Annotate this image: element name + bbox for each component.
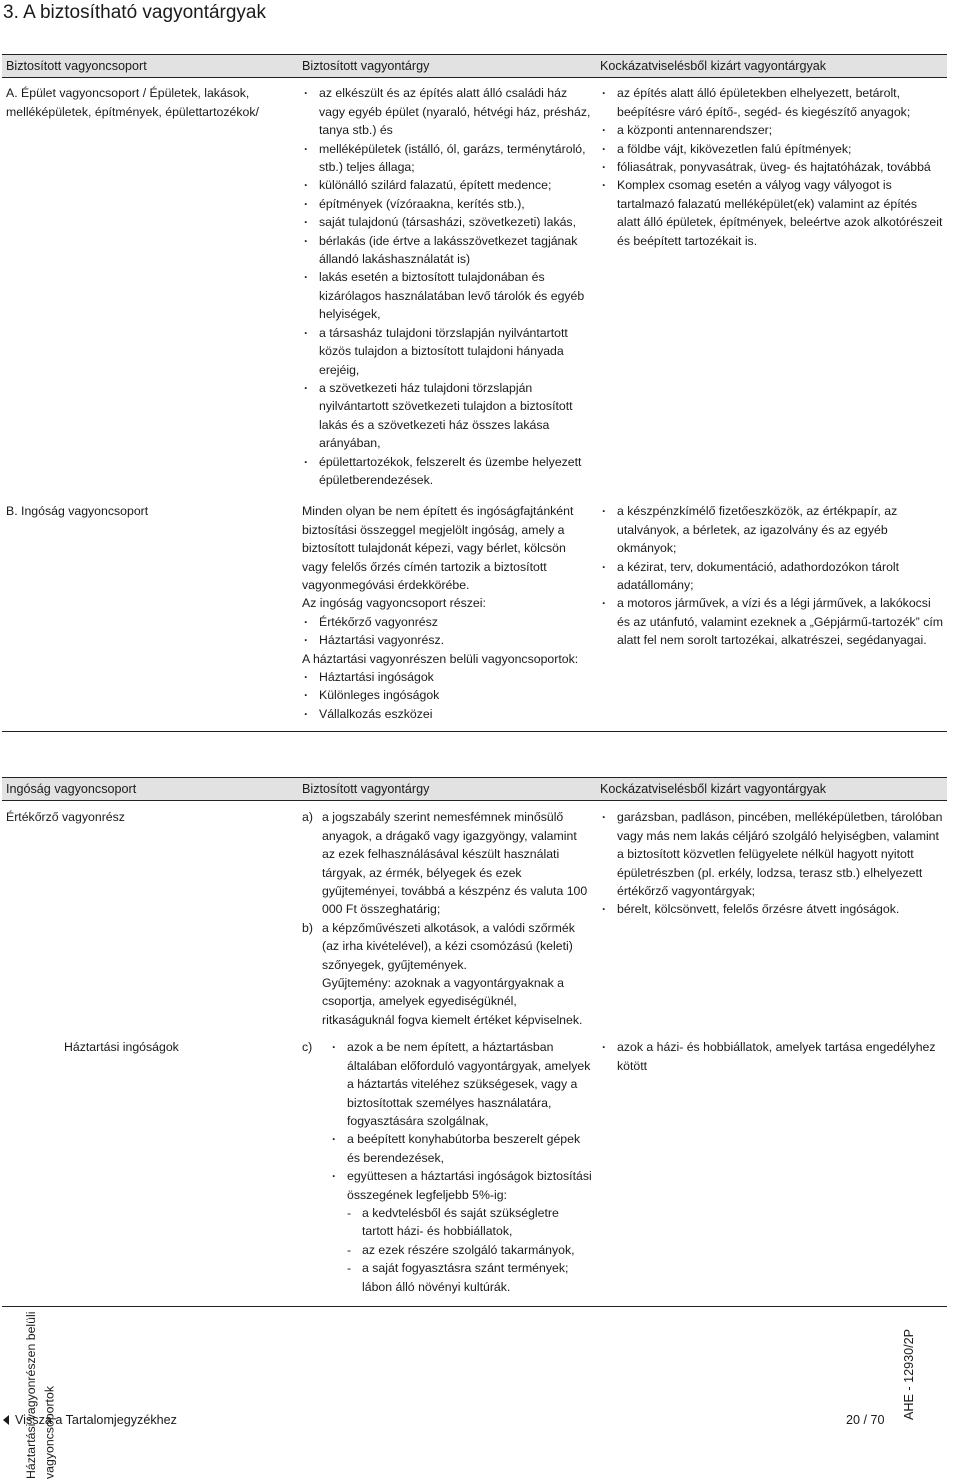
list-item: · a társasház tulajdoni törzslapján nyilvántartott közös tulajdon a biztosított tulajdoni hányada erejéig,: [302, 324, 592, 379]
page-number: 20 / 70: [846, 1413, 885, 1427]
group-valuables: Értékőrző vagyonrész: [6, 810, 125, 825]
item-b-text: a képzőművészeti alkotások, a valódi szőrmék (az irha kivételével), a kézi csomózású (keleti) szőnyegek, gyűjtemények.: [322, 920, 575, 972]
movables-intro: Minden olyan be nem épített és ingóságfajtánként biztosítási összeggel megjelölt ingóság, amely a biztosított tulajdonát képezi, vagy bérlet, kölcsön vagy felelős őrzés címén tartozik a biztosított vagyonmegóvási érdekkörébe.: [302, 504, 574, 592]
list-item: · különálló szilárd falazatú, épített medence;: [302, 176, 592, 194]
building-items-list: [302, 84, 592, 489]
back-to-toc-link[interactable]: [3, 1413, 177, 1427]
list-item: · azok a be nem épített, a háztartásban általában előforduló vagyontárgyak, amelyek a háztartás viteléhez szükségesek, vagy a biztosítottak személyes használatára, fogyasztására szolgálnak,: [330, 1038, 592, 1130]
building-excluded-list: [600, 84, 943, 250]
table-row-household: [2, 1037, 947, 1306]
list-item: · a készpénzkímélő fizetőeszközök, az értékpapír, az utalványok, a bérletek, az igazolvány és az egyéb okmányok;: [600, 502, 943, 557]
collection-term: Gyűjtemény:: [322, 976, 392, 991]
item-c-label: c): [302, 1040, 313, 1055]
asset-table: [2, 54, 947, 732]
list-item: - a saját fogyasztásra szánt termények; lábon álló növényi kultúrák.: [347, 1259, 592, 1296]
table-row-building: [2, 78, 947, 497]
list-item: · Komplex csomag esetén a vályog vagy vályogot is tartalmazó falazatú melléképület(ek) valamint az építés alatt álló épületek, építmények, beleértve azok alkotórészeit és beépített tartozékait is.: [600, 176, 943, 250]
item-a-label: a): [302, 810, 313, 825]
list-item: · együttesen a háztartási ingóságok biztosítási összegének legfeljebb 5%-ig:: [330, 1167, 592, 1204]
parts-list: [302, 613, 592, 650]
list-item: · lakás esetén a biztosított tulajdonában és kizárólagos használatában levő tárolók és egyéb helyiségek,: [302, 268, 592, 323]
table-row-movables: [2, 497, 947, 731]
list-item: · azok a házi- és hobbiállatok, amelyek tartása engedélyhez kötött: [600, 1038, 943, 1075]
list-item: - a kedvtelésből és saját szükségletre tartott házi- és hobbiállatok,: [347, 1204, 592, 1241]
document-id: AHE - 12930/2P: [902, 1328, 916, 1420]
list-item: · Értékőrző vagyonrész: [302, 613, 592, 631]
list-item: · építmények (vízóraakna, kerítés stb.),: [302, 195, 592, 213]
item-b: [302, 919, 592, 1029]
parts-heading: Az ingóság vagyoncsoport részei:: [302, 596, 486, 611]
column-header-group: Ingóság vagyoncsoport: [2, 778, 298, 801]
list-item: · bérlakás (ide értve a lakásszövetkezet tagjának állandó lakáshasználatát is): [302, 232, 592, 269]
list-item: · a szövetkezeti ház tulajdoni törzslapján nyilvántartott szövetkezeti tulajdon a biztosított lakás és a szövetkezeti ház összes lakása arányában,: [302, 379, 592, 453]
list-item: · garázsban, padláson, pincében, melléképületben, tárolóban vagy más nem lakás céljáró szolgáló helyiségben, valamint a biztosított közvetlen felügyelete nélkül hagyott nyitott épületrészben (pl. erkély, lodzsa, terasz stb.) elhelyezett értékőrző vagyontárgyak;: [600, 808, 943, 900]
list-item: · Különleges ingóságok: [302, 686, 592, 704]
sub-heading: A háztartási vagyonrészen belüli vagyoncsoportok:: [302, 651, 579, 666]
group-movables: B. Ingóság vagyoncsoport: [2, 497, 298, 731]
table-header-row: [2, 778, 947, 801]
item-a: [302, 808, 592, 918]
column-header-item: Biztosított vagyontárgy: [298, 55, 596, 78]
column-header-group: Biztosított vagyoncsoport: [2, 55, 298, 78]
list-item: · a központi antennarendszer;: [600, 121, 943, 139]
list-item: · Vállalkozás eszközei: [302, 705, 592, 723]
back-to-toc-label: Vissza a Tartalomjegyzékhez: [15, 1413, 177, 1427]
arrow-left-icon: [3, 1415, 9, 1425]
list-item: · bérelt, kölcsönvett, felelős őrzésre átvett ingóságok.: [600, 900, 943, 918]
table-row-valuables: [2, 801, 947, 1037]
page-title: 3. A biztosítható vagyontárgyak: [3, 2, 267, 23]
household-items-list: [330, 1038, 592, 1204]
list-item: · a beépített konyhabútorba beszerelt gépek és berendezések,: [330, 1130, 592, 1167]
household-dash-list: [330, 1204, 592, 1296]
group-building: A. Épület vagyoncsoport / Épületek, lakások, melléképületek, építmények, épülettartozékok/: [6, 86, 259, 119]
movables-excluded-list: [600, 502, 943, 649]
sub-parts-list: [302, 668, 592, 723]
list-item: · saját tulajdonú (társasházi, szövetkezeti) lakás,: [302, 213, 592, 231]
table-header-row: [2, 55, 947, 78]
item-c: [302, 1038, 592, 1296]
group-household: Háztartási ingóságok: [64, 1040, 179, 1055]
list-item: · épülettartozékok, felszerelt és üzembe helyezett épületberendezések.: [302, 453, 592, 490]
list-item: · a motoros járművek, a vízi és a légi járművek, a lakókocsi és az utánfutó, valamint ezeknek a „Gépjármű-tartozék” cím alatt fel nem sorolt tartozékai, alkatrészei, segédanyagai.: [600, 594, 943, 649]
collection-definition: azoknak a vagyontárgyaknak a csoportja, amelyek egyediségüknél, ritkaságuknál fogva kiemelt értéket képviselnek.: [322, 976, 583, 1027]
list-item: · az építés alatt álló épületekben elhelyezett, betárolt, beépítésre váró építő-, segéd- és kiegészítő anyagok;: [600, 84, 943, 121]
list-item: · Háztartási ingóságok: [302, 668, 592, 686]
list-item: · a kézirat, terv, dokumentáció, adathordozókon tárolt adatállomány;: [600, 558, 943, 595]
column-header-excluded: Kockázatviselésből kizárt vagyontárgyak: [596, 778, 947, 801]
list-item: - az ezek részére szolgáló takarmányok,: [347, 1241, 592, 1259]
list-item: · fóliasátrak, ponyvasátrak, üveg- és hajtatóházak, továbbá: [600, 158, 943, 176]
list-item: · a földbe vájt, kikövezetlen falú építmények;: [600, 140, 943, 158]
valuables-excluded-list: [600, 808, 943, 918]
side-label: Háztartási vagyonrészen belüli vagyoncsoportok: [24, 1311, 57, 1479]
item-a-text: a jogszabály szerint nemesfémnek minősülő anyagok, a drágakő vagy igazgyöngy, valamint az ezek felhasználásával készült használati tárgyak, az érmék, bélyegek és ezek gyűjteményei, továbbá a készpénz és valuta 100 000 Ft összeghatárig;: [322, 810, 588, 917]
household-excluded-list: [600, 1038, 943, 1075]
column-header-item: Biztosított vagyontárgy: [298, 778, 596, 801]
list-item: · az elkészült és az építés alatt álló családi ház vagy egyéb épület (nyaraló, hétvégi ház, présház, tanya stb.) és: [302, 84, 592, 139]
item-b-label: b): [302, 920, 313, 935]
column-header-excluded: Kockázatviselésből kizárt vagyontárgyak: [596, 55, 947, 78]
list-item: · melléképületek (istálló, ól, garázs, terménytároló, stb.) teljes állaga;: [302, 140, 592, 177]
list-item: · Háztartási vagyonrész.: [302, 631, 592, 649]
